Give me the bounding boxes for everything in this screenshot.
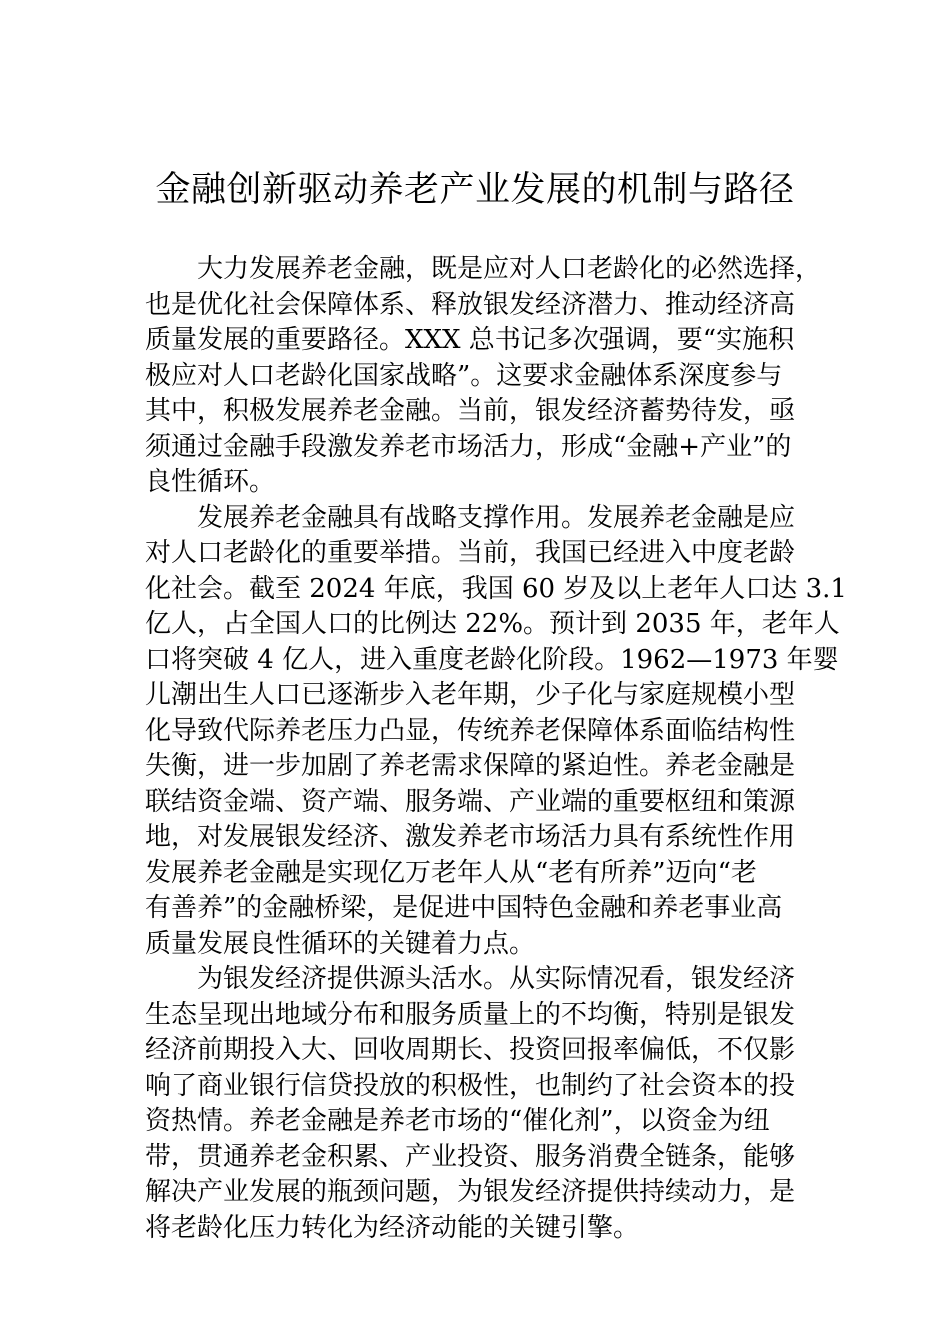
text-line: 联结资金端、资产端、服务端、产业端的重要枢纽和策源 (145, 786, 796, 817)
text-line: 大力发展养老金融，既是应对人口老龄化的必然选择， (197, 254, 822, 284)
text-line: 为银发经济提供源头活水。从实际情况看，银发经济 (197, 964, 796, 994)
text-line: 地，对发展银发经济、激发养老市场活力具有系统性作用 (145, 822, 796, 852)
text-line: 亿人，占全国人口的比例达 22%。预计到 2035 年，老年人 (145, 609, 840, 639)
text-line: 须通过金融手段激发养老市场活力，形成“金融+产业”的 (145, 431, 792, 462)
text-line: 质量发展良性循环的关键着力点。 (145, 928, 536, 959)
text-line: 良性循环。 (145, 467, 276, 497)
paragraph-2 (145, 501, 847, 963)
text-line: 生态呈现出地域分布和服务质量上的不均衡，特别是银发 (145, 999, 796, 1030)
text-line: 质量发展的重要路径。XXX 总书记多次强调，要“实施积 (145, 325, 795, 355)
text-line: 有善养”的金融桥梁，是促进中国特色金融和养老事业高 (145, 893, 783, 923)
text-line: 发展养老金融是实现亿万老年人从“老有所养”迈向“老 (145, 857, 757, 888)
text-line: 口将突破 4 亿人，进入重度老龄化阶段。1962—1973 年婴 (145, 644, 839, 675)
text-line: 响了商业银行信贷投放的积极性，也制约了社会资本的投 (145, 1070, 796, 1101)
text-line: 经济前期投入大、回收周期长、投资回报率偏低，不仅影 (145, 1035, 796, 1065)
text-line: 也是优化社会保障体系、释放银发经济潜力、推动经济高 (145, 289, 796, 320)
text-line: 极应对人口老龄化国家战略”。这要求金融体系深度参与 (145, 360, 783, 391)
text-line: 解决产业发展的瓶颈问题，为银发经济提供持续动力，是 (145, 1177, 796, 1207)
text-line: 儿潮出生人口已逐渐步入老年期，少子化与家庭规模小型 (145, 680, 796, 710)
paragraph-1 (145, 252, 822, 501)
text-line: 失衡，进一步加剧了养老需求保障的紧迫性。养老金融是 (145, 751, 796, 781)
document-title: 金融创新驱动养老产业发展的机制与路径 (155, 170, 795, 210)
text-line: 带，贯通养老金积累、产业投资、服务消费全链条，能够 (145, 1141, 796, 1172)
paragraph-3 (145, 962, 815, 1246)
document-body (145, 252, 847, 1246)
text-line: 化社会。截至 2024 年底，我国 60 岁及以上老年人口达 3.1 (145, 573, 847, 604)
text-line: 发展养老金融具有战略支撑作用。发展养老金融是应 (197, 502, 796, 533)
text-line: 其中，积极发展养老金融。当前，银发经济蓄势待发，亟 (145, 396, 796, 426)
text-line: 化导致代际养老压力凸显，传统养老保障体系面临结构性 (145, 715, 796, 746)
text-line: 将老龄化压力转化为经济动能的关键引擎。 (145, 1212, 640, 1243)
text-line: 资热情。养老金融是养老市场的“催化剂”，以资金为纽 (145, 1106, 770, 1136)
text-line: 对人口老龄化的重要举措。当前，我国已经进入中度老龄 (145, 538, 796, 568)
